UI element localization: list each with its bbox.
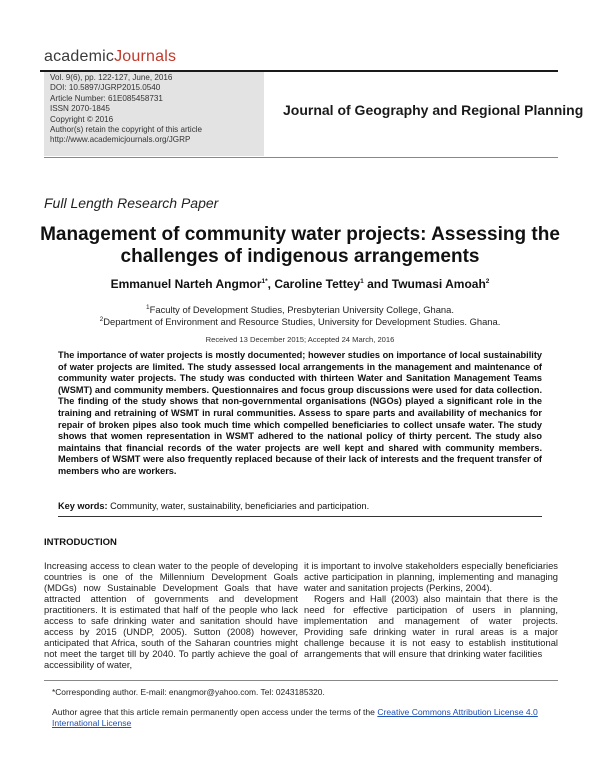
meta-url[interactable]: http://www.academicjournals.org/JGRP (50, 135, 191, 145)
paragraph: Rogers and Hall (2003) also maintain that there is the need for effective participation of users in planning, implementation and management of water projects. Providing safe drinking water in rural areas is a major challenge because it is not easy to establish institutional arrangements that will ensure that drinking water facilities (304, 592, 558, 659)
publisher-logo: academicJournals (44, 48, 177, 65)
paragraph: it is important to involve stakeholders especially beneficiaries active participation in planning, implementing and managing water and sanitation projects (Perkins, 2004). (304, 560, 558, 593)
body-column-left (44, 561, 298, 671)
author-2: Caroline Tettey (274, 277, 361, 291)
meta-doi: DOI: 10.5897/JGRP2015.0540 (50, 83, 161, 93)
meta-article-number: Article Number: 61E085458731 (50, 93, 163, 103)
journal-title: Journal of Geography and Regional Planning (283, 102, 584, 118)
meta-rights: Author(s) retain the copyright of this article (50, 125, 203, 135)
journal-rule (44, 157, 558, 158)
affiliation-2: $^2$Department of Environment and Resource Studies, University for Development Studies. Ghana. (99, 315, 501, 327)
abstract: The importance of water projects is mostly documented; however studies on importance of local sustainability of water projects are limited. The study assessed local arrangements in the management and maintenance of community water projects. The study was conducted with thirteen Water and Sanitation Management Teams (WSMT) and community members. Questionnaires and focus group discussions were used for data collection. The finding of the study shows that non-governmental organisations (NGOs) played a significant role in the training and retraining of WSMT in rural communities. Assess to spare parts and availability of mechanics for repair of broken pipes also took much time which compelled beneficiaries to collect unsafe water. The study shows that women representation in WSMT adhered to the national policy of thirty percent. The study also maintains that financial records of the water projects are well kept and shared with community members. Members of WSMT were also frequently replaced because of their lack of interests and the frequent transfer of members who are workers. (58, 350, 542, 476)
license-link[interactable]: Creative Commons Attribution License 4.0 International License (52, 707, 538, 729)
footnote-rule (44, 680, 558, 681)
license-notice: Author agree that this article remain permanently open access under the terms of the Creative Commons Attribution License 4.0 International License (52, 707, 538, 729)
affiliation-1: $^1$Faculty of Development Studies, Presbyterian University College, Ghana. (146, 303, 454, 315)
keywords-label: Key words: (58, 501, 108, 511)
keywords-rule (58, 516, 542, 517)
author-list: Emmanuel Narteh Angmor$^{1*}$, Caroline Tettey$^1$ and Twumasi Amoah$^2$ (110, 277, 490, 291)
section-heading-introduction: INTRODUCTION (44, 537, 117, 548)
author-3: Twumasi Amoah (391, 277, 486, 291)
meta-issn: ISSN 2070-1845 (50, 104, 110, 114)
author-1: Emmanuel Narteh Angmor (110, 277, 262, 291)
paper-title: Management of community water projects: Assessing the challenges of indigenous arrangements (40, 224, 560, 267)
paragraph: Increasing access to clean water to the people of developing countries is one of the Millennium Development Goals (MDGs) now Sustainable Development Goals that have attracted attention of governments and development practitioners. It is estimated that half of the people who lack access to safe drinking water and sanitation should have access by 2015 (UNDP, 2005). Sutton (2008) however, anticipated that Africa, south of the Saharan countries might not meet the target till by 2040. To partly achieve the goal of accessibility of water, (44, 560, 298, 670)
corresponding-author: *Corresponding author. E-mail: enangmor@yahoo.com. Tel: 0243185320. (52, 687, 325, 697)
body-column-right (304, 561, 558, 660)
received-dates: Received 13 December 2015; Accepted 24 March, 2016 (205, 335, 395, 344)
meta-volume: Vol. 9(6), pp. 122-127, June, 2016 (50, 73, 173, 82)
article-meta (50, 73, 202, 146)
paper-type: Full Length Research Paper (44, 195, 219, 211)
keywords (58, 501, 369, 511)
meta-copyright: Copyright © 2016 (50, 114, 114, 124)
keywords-text: Community, water, sustainability, beneficiaries and participation. (107, 501, 370, 511)
